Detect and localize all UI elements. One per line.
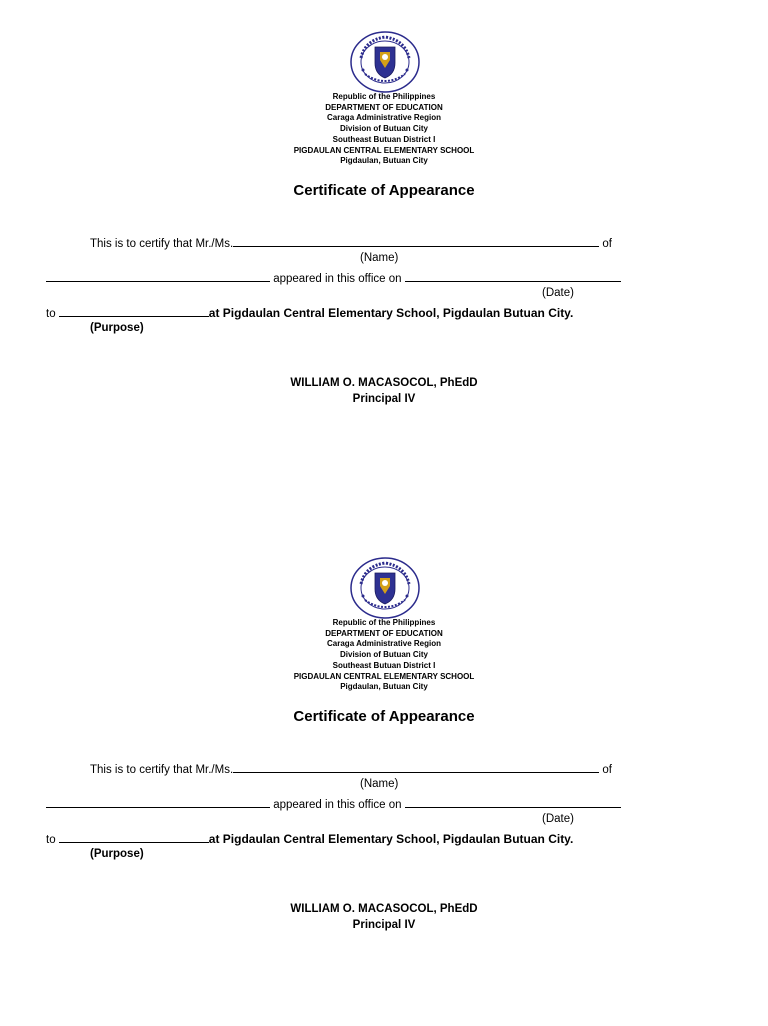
certify-line	[90, 762, 612, 776]
signatory-position: Principal IV	[352, 393, 416, 405]
purpose-blank	[59, 832, 209, 843]
name-caption: (Name)	[360, 252, 399, 264]
date-blank	[405, 797, 621, 808]
appeared-line	[46, 797, 621, 811]
header-address: Pigdaulan, Butuan City	[340, 682, 428, 692]
signatory-name: WILLIAM O. MACASOCOL, PhEdD	[290, 377, 478, 389]
header-department: DEPARTMENT OF EDUCATION	[325, 102, 443, 112]
certificate-title: Certificate of Appearance	[293, 182, 475, 199]
certify-text: This is to certify that Mr./Ms.	[90, 238, 234, 250]
name-blank	[233, 762, 599, 773]
name-caption: (Name)	[360, 778, 399, 790]
date-caption: (Date)	[542, 813, 574, 825]
signatory-block	[0, 375, 768, 407]
date-blank	[405, 271, 621, 282]
header-district: Southeast Butuan District I	[332, 660, 436, 670]
date-caption: (Date)	[542, 287, 574, 299]
certify-line	[90, 236, 612, 250]
purpose-blank	[59, 306, 209, 317]
header-republic: Republic of the Philippines	[332, 92, 436, 101]
header-republic: Republic of the Philippines	[332, 618, 436, 627]
location-text: at Pigdaulan Central Elementary School, Pigdaulan Butuan City.	[208, 832, 574, 846]
header-division: Division of Butuan City	[340, 124, 428, 134]
header-division: Division of Butuan City	[340, 650, 428, 660]
purpose-line	[46, 832, 573, 846]
signatory-name: WILLIAM O. MACASOCOL, PhEdD	[290, 903, 478, 915]
to-text: to	[46, 308, 56, 320]
header-department: DEPARTMENT OF EDUCATION	[325, 628, 443, 638]
header-address: Pigdaulan, Butuan City	[340, 156, 428, 166]
appeared-text: appeared in this office on	[273, 273, 402, 285]
header-region: Caraga Administrative Region	[327, 113, 441, 123]
purpose-caption: (Purpose)	[90, 848, 144, 860]
certify-text: This is to certify that Mr./Ms.	[90, 764, 234, 776]
deped-seal-icon	[349, 556, 421, 620]
to-text: to	[46, 834, 56, 846]
office-blank	[46, 797, 270, 808]
deped-seal-icon	[349, 30, 421, 94]
signatory-block	[0, 901, 768, 933]
header-school: PIGDAULAN CENTRAL ELEMENTARY SCHOOL	[293, 145, 475, 155]
header-region: Caraga Administrative Region	[327, 639, 441, 649]
appeared-text: appeared in this office on	[273, 799, 402, 811]
certificate-1	[0, 0, 768, 500]
certificate-title: Certificate of Appearance	[293, 708, 475, 725]
of-text: of	[602, 764, 612, 776]
letterhead	[0, 618, 768, 693]
name-blank	[233, 236, 599, 247]
appeared-line	[46, 271, 621, 285]
certificate-2	[0, 526, 768, 1026]
office-blank	[46, 271, 270, 282]
letterhead	[0, 92, 768, 167]
purpose-line	[46, 306, 573, 320]
location-text: at Pigdaulan Central Elementary School, Pigdaulan Butuan City.	[208, 306, 574, 320]
header-school: PIGDAULAN CENTRAL ELEMENTARY SCHOOL	[293, 671, 475, 681]
header-district: Southeast Butuan District I	[332, 134, 436, 144]
purpose-caption: (Purpose)	[90, 322, 144, 334]
of-text: of	[602, 238, 612, 250]
signatory-position: Principal IV	[352, 919, 416, 931]
